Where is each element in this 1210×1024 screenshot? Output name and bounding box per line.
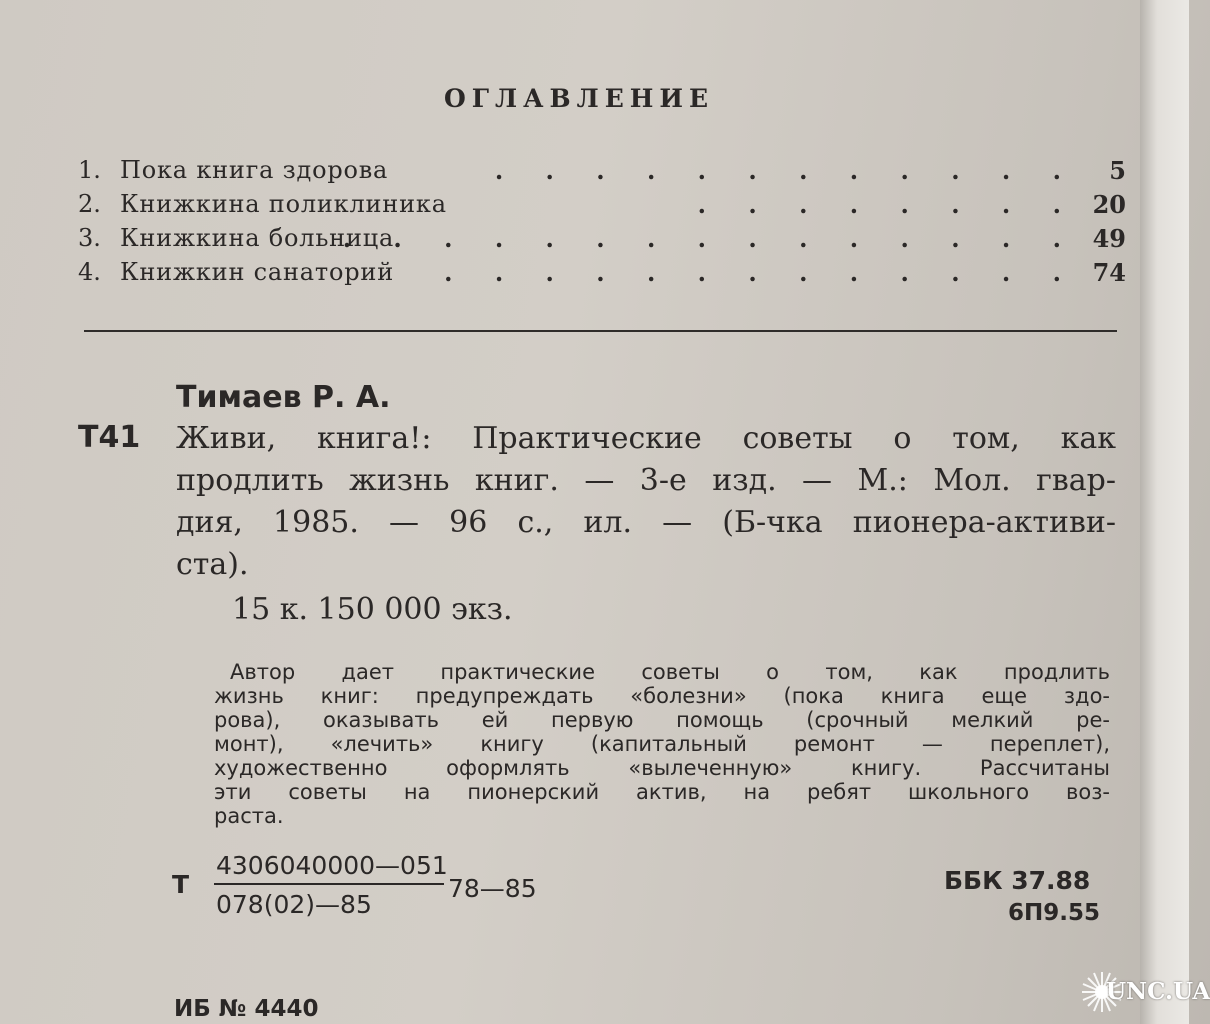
toc-item-number: 3. [78,224,101,252]
toc-item-label: Книжкина поликлиника [120,190,447,218]
toc-item [78,190,1126,222]
annotation [214,660,1110,828]
annotation-line: художественно оформлять «вылеченную» книгу. Рассчитаны [214,756,1110,780]
ib-number: ИБ № 4440 [174,996,319,1022]
toc-item-page: 49 [1092,224,1126,253]
index-fraction-right: 78—85 [448,874,537,903]
index-fraction-bottom: 078(02)—85 [216,890,372,919]
bbk-subcode: 6П9.55 [1008,900,1100,926]
toc-item-page: 74 [1092,258,1126,287]
toc-item-leader: . . . . . . . . . . . . . [444,258,1078,287]
description-line: продлить жизнь книг. — 3-е изд. — М.: Мол. гвар- [176,463,1116,498]
annotation-line: рова), оказывать ей первую помощь (срочный мелкий ре- [214,708,1110,732]
bbk-code: ББК 37.88 [944,866,1091,895]
toc-item-number: 1. [78,156,101,184]
toc-item-label: Книжкин санаторий [120,258,395,286]
toc-item [78,224,1126,256]
toc-item-leader: . . . . . . . . . . . . . . . [342,224,1078,253]
toc-item-label: Пока книга здорова [120,156,389,184]
annotation-line: монт), «лечить» книгу (капитальный ремонт — переплет), [214,732,1110,756]
toc-item-page: 5 [1109,156,1126,185]
toc-item-number: 2. [78,190,101,218]
toc-item-leader: . . . . . . . . [697,190,1078,219]
annotation-line: Автор дает практические советы о том, как продлить [230,660,1110,684]
index-letter: Т [172,870,190,899]
record-code: Т41 [78,420,141,455]
annotation-line: раста. [214,804,284,828]
description-line: дия, 1985. — 96 с., ил. — (Б-чка пионера-активи- [176,505,1116,540]
toc-item [78,156,1126,188]
description-line: Живи, книга!: Практические советы о том, как [176,421,1116,456]
record-price: 15 к. 150 000 экз. [232,592,513,627]
page-edge [1140,0,1189,1024]
watermark-text: UNC.UA [1106,978,1210,1005]
toc-item [78,258,1126,290]
annotation-line: жизнь книг: предупреждать «болезни» (пока книга еще здо- [214,684,1110,708]
record-author: Тимаев Р. А. [176,380,391,415]
description-line: ста). [176,547,249,582]
watermark [1080,966,1210,1018]
toc-item-label: Книжкина больница [120,224,395,252]
toc-item-page: 20 [1092,190,1126,219]
toc-item-number: 4. [78,258,101,286]
divider-rule [84,330,1117,332]
toc-title: ОГЛАВЛЕНИЕ [444,84,715,113]
index-fraction-bar [214,883,444,885]
index-fraction-top: 4306040000—051 [216,851,448,880]
record-description [176,418,1116,586]
toc-item-leader: . . . . . . . . . . . . [494,156,1078,185]
annotation-line: эти советы на пионерский актив, на ребят школьного воз- [214,780,1110,804]
